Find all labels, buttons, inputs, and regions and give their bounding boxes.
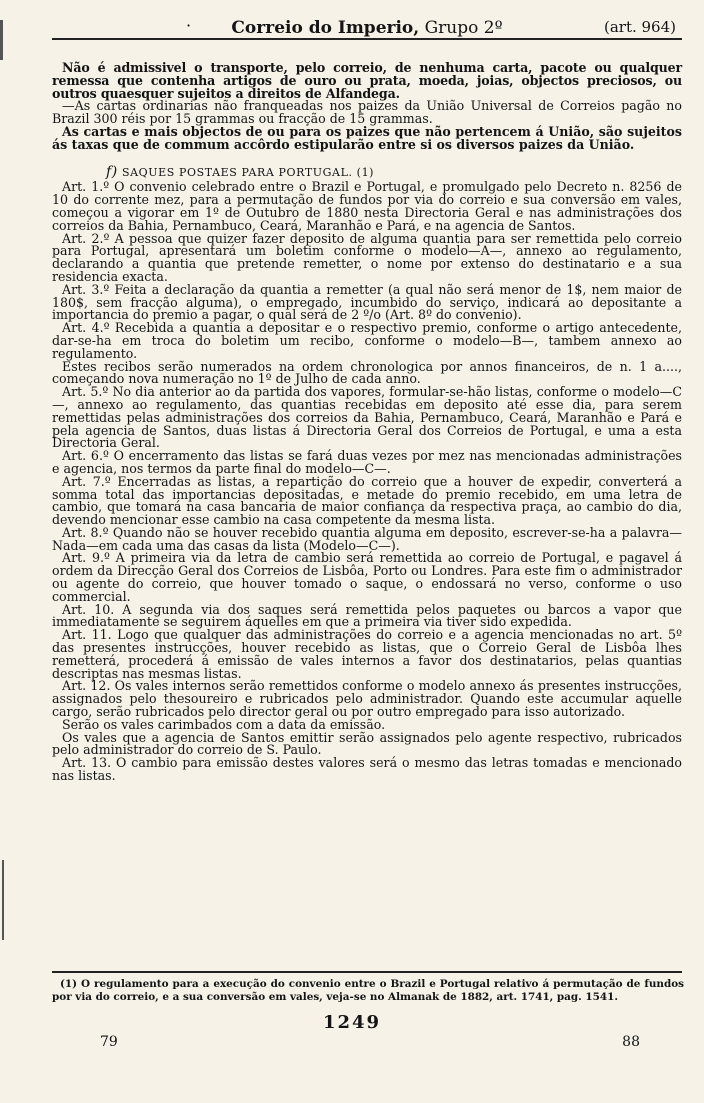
section-heading (52, 163, 682, 180)
page-number-left: 79 (100, 1034, 118, 1050)
footnote-divider (52, 971, 682, 973)
article-paragraph: Art. 10. A segunda via dos saques será remettida pelos paquetes ou barcos a vapor que immediatamente se seguirem áquelles em que a primeira via tiver sido expedida. (52, 601, 682, 630)
header-title-group: Grupo 2º (424, 18, 503, 38)
scan-edge-mark (0, 20, 3, 60)
article-paragraph: Art. 11. Logo que qualquer das administrações do correio e a agencia mencionadas no art. 5º das presentes instrucções, houver recebido as listas, que o Correio Geral de Lisbôa lhes remetterá, procederá á emissão de vales internos a favor dos destinatarios, pelas quantias descriptas nas mesmas listas. (52, 627, 682, 681)
article-paragraph: Os vales que a agencia de Santos emittir serão assignados pelo agente respectivo, rubricados pelo administrador do correio de S. Paulo. (52, 729, 682, 758)
article-paragraph: Serão os vales carimbados com a data da emissão. (62, 716, 386, 732)
page-stamp-number: 1249 (322, 1012, 382, 1033)
article-paragraph: Art. 7.º Encerradas as listas, a repartição do correio que a houver de expedir, converterá a somma total das importancias depositadas, e metade do premio recebido, em uma letra de cambio, que tomará na casa bancaria de maior confiança da respectiva praça, ao cambio do dia, devendo mencionar esse cambio na casa competente da mesma lista. (52, 473, 682, 528)
intro-paragraph: As cartas e mais objectos de ou para os paizes que não pertencem á União, são sujeitos ás taxas que de commum accôrdo estipularão entre si os diversos paizes da União. (52, 123, 682, 152)
footnote: (1) O regulamento para a execução do convenio entre o Brazil e Portugal relativo á permutação de fundos por via do correio, e a sua conversão em vales, veja-se no Almanak de 1882, art. 1741, pag. 1541. (52, 978, 684, 1003)
article-paragraph: Art. 5.º No dia anterior ao da partida dos vapores, formular-se-hão listas, conforme o modelo—C—, annexo ao regulamento, das quantias recebidas em deposito até esse dia, para serem remettidas pelas administrações dos correios da Bahia, Pernambuco, Ceará, Maranhão e Pará e pela agencia de Santos, duas listas á Directoria Geral dos Correios de Portugal, e uma a esta Directoria Geral. (52, 384, 682, 451)
article-paragraph: Art. 9.º A primeira via da letra de cambio será remettida ao correio de Portugal, e pagavel á ordem da Direcção Geral dos Correios de Lisbôa, Porto ou Londres. Para este fim o administrador ou agente do correio, que houver tomado o saque, o endossará no verso, conforme o uso commercial. (52, 550, 682, 604)
article-paragraph: Art. 4.º Recebida a quantia a depositar e o respectivo premio, conforme o artigo antecedente, dar-se-ha em troca do boletim um recibo, conforme o modelo—B—, tambem annexo ao regulamento. (52, 320, 682, 361)
running-header (52, 4, 682, 40)
header-article-ref: (art. 964) (603, 18, 676, 36)
header-dot: · (186, 16, 192, 35)
scan-edge-mark (2, 860, 4, 940)
intro-paragraph: Não é admissivel o transporte, pelo correio, de nenhuma carta, pacote ou qualquer remessa que contenha artigos de ouro ou prata, moeda, joias, objectos preciosos, ou outros quaesquer sujeitos a direitos de Alfandega. (52, 60, 682, 101)
section-title: SAQUES POSTAES PARA PORTUGAL. (1) (121, 165, 375, 179)
document-body (52, 62, 682, 783)
article-paragraph: Art. 3.º Feita a declaração da quantia a remetter (a qual não será menor de 1$, nem maior de 180$, sem fracção alguma), o empregado, incumbido do serviço, indicará ao depositante a importancia do premio a pagar, o qual será de 2 º/o (Art. 8º do convenio). (52, 281, 682, 323)
article-paragraph: Art. 12. Os vales internos serão remettidos conforme o modelo annexo ás presentes instrucções, assignados pelo thesoureiro e rubricados pelo administrador. Quando este accumular aquelle cargo, serão rubricados pelo director geral ou por outro empregado para isso autorizado. (52, 678, 682, 720)
header-title (52, 18, 682, 38)
section-letter: f) (106, 163, 118, 180)
article-paragraph: Art. 6.º O encerramento das listas se fará duas vezes por mez nas mencionadas administrações e agencia, nos termos da parte final do modelo—C—. (52, 448, 682, 476)
intro-paragraph: —As cartas ordinarias não franqueadas nos paizes da União Universal de Correios pagão no Brazil 300 réis por 15 grammas ou fracção de 15 grammas. (52, 98, 682, 127)
article-paragraph: Estes recibos serão numerados na ordem chronologica por annos financeiros, de n. 1 a...., começando nova numeração no 1º de Julho de cada anno. (52, 358, 682, 387)
header-title-main: Correio do Imperio, (231, 18, 420, 38)
article-paragraph: Art. 2.º A pessoa que quizer fazer deposito de alguma quantia para ser remettida pelo correio para Portugal, apresentará um boletim conforme o modelo—A—, annexo ao regulamento, declarando a quantia que pretende remetter, o nome por extenso do destinatario e a sua residencia exacta. (52, 230, 682, 284)
page-number-right: 88 (622, 1034, 640, 1050)
article-paragraph: Art. 1.º O convenio celebrado entre o Brazil e Portugal, e promulgado pelo Decreto n. 8256 de 10 do corrente mez, para a permutação de fundos por via do correio e sua conversão em vales, começou a vigorar em 1º de Outubro de 1880 nesta Directoria Geral e nas administrações dos correios da Bahia, Pernambuco, Ceará, Maranhão e Pará, e na agencia de Santos. (52, 179, 682, 233)
article-paragraph: Art. 13. O cambio para emissão destes valores será o mesmo das letras tomadas e mencionado nas listas. (52, 755, 682, 784)
article-paragraph: Art. 8.º Quando não se houver recebido quantia alguma em deposito, escrever-se-ha a palavra—Nada—em cada uma das casas da lista (Modelo—C—). (52, 524, 682, 553)
